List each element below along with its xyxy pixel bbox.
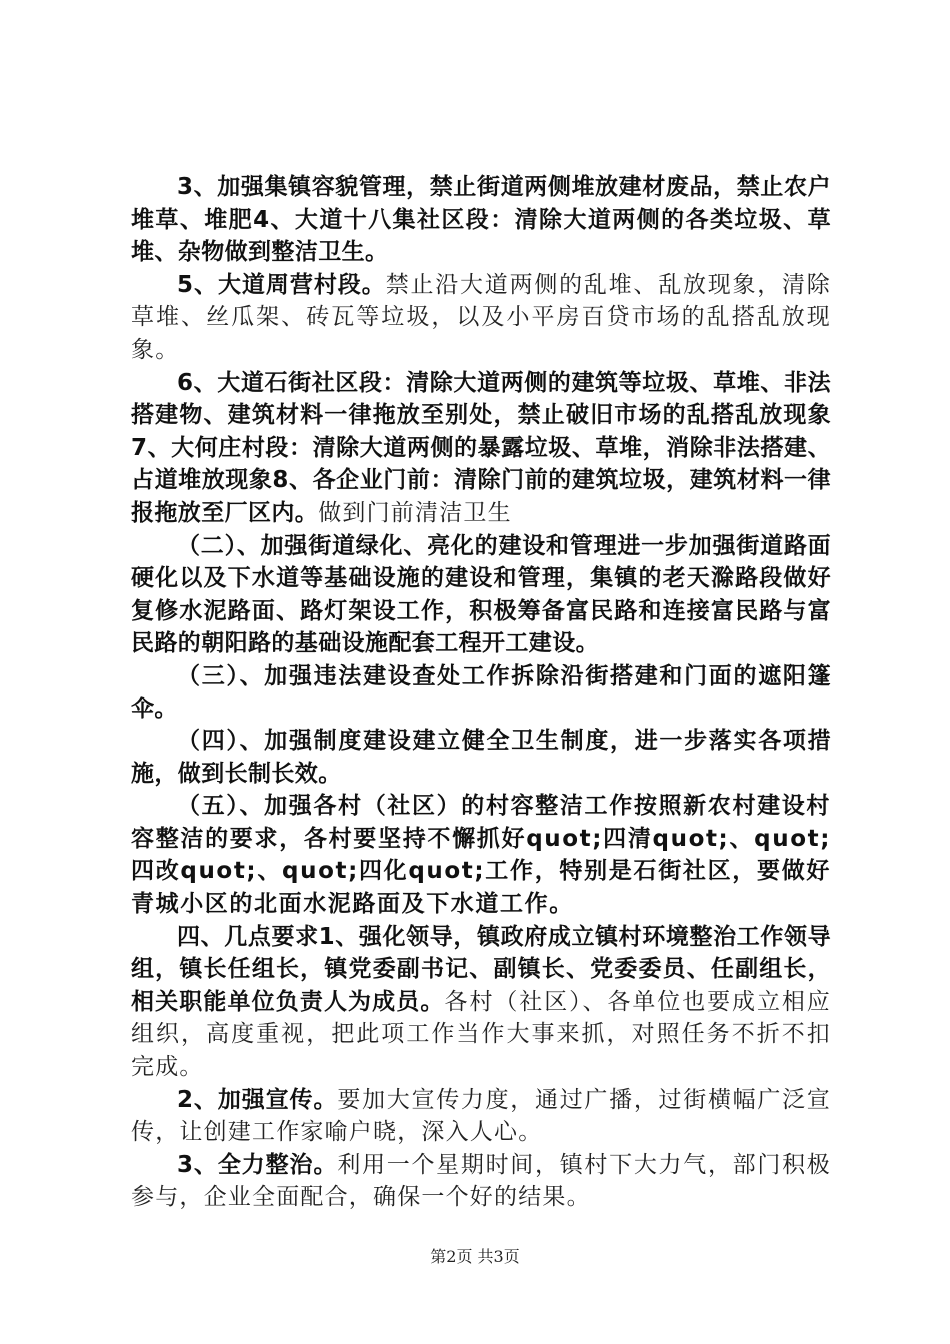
paragraph-4-text: （二）、加强街道绿化、亮化的建设和管理进一步加强街道路面硬化以及下水道等基础设施的建设和管理，集镇的老天滁路段做好复修水泥路面、路灯架设工作，积极筹备富民路和连接富民路与富民路的朝阳路的基础设施配套工程开工建设。 <box>131 532 831 657</box>
paragraph-9-heading: 2、加强宣传。 <box>177 1086 338 1113</box>
paragraph-1 <box>131 171 831 269</box>
paragraph-8-heading: 四、几点要求1、强化领导，镇政府成立镇村环境整治工作领导组，镇长任组长，镇党委副书记、副镇长、党委委员、任副组长，相关职能单位负责人为成员。 <box>131 923 831 1015</box>
page-footer <box>0 1247 950 1267</box>
paragraph-4 <box>131 530 831 660</box>
paragraph-5-text: （三）、加强违法建设查处工作拆除沿街搭建和门面的遮阳篷伞。 <box>131 662 831 722</box>
paragraph-9 <box>131 1084 831 1149</box>
paragraph-8-text: 各村（社区）、各单位也要成立相应组织，高度重视，把此项工作当作大事来抓，对照任务不折不扣完成。 <box>131 988 831 1081</box>
paragraph-3-tail: 做到门前清洁卫生 <box>318 499 512 526</box>
paragraph-6-text: （四）、加强制度建设建立健全卫生制度，进一步落实各项措施，做到长制长效。 <box>131 728 831 787</box>
page-number-label: 第2页 共3页 <box>430 1247 520 1266</box>
paragraph-3 <box>131 367 831 530</box>
paragraph-3-text: 6、大道石街社区段：清除大道两侧的建筑等垃圾、草堆、非法搭建物、建筑材料一律拖放至别处，禁止破旧市场的乱搭乱放现象7、大何庄村段：清除大道两侧的暴露垃圾、草堆，消除非法搭建、占道堆放现象8、各企业门前：清除门前的建筑垃圾，建筑材料一律报拖放至厂区内。 <box>131 369 831 526</box>
paragraph-2-text: 禁止沿大道两侧的乱堆、乱放现象，清除草堆、丝瓜架、砖瓦等垃圾，以及小平房百贷市场的乱搭乱放现象。 <box>131 271 831 363</box>
paragraph-7 <box>131 790 831 920</box>
paragraph-7-text: （五）、加强各村（社区）的村容整洁工作按照新农村建设村容整洁的要求，各村要坚持不懈抓好quot;四清quot;、quot;四改quot;、quot;四化quot;工作，特别是石街社区，要做好青城小区的北面水泥路面及下水道工作。 <box>131 793 831 918</box>
paragraph-8 <box>131 921 831 1084</box>
paragraph-2 <box>131 269 831 367</box>
paragraph-10 <box>131 1149 831 1214</box>
paragraph-9-text: 要加大宣传力度，通过广播，过街横幅广泛宣传，让创建工作家喻户晓，深入人心。 <box>131 1086 831 1146</box>
paragraph-1-text: 3、加强集镇容貌管理，禁止街道两侧堆放建材废品，禁止农户堆草、堆肥4、大道十八集社区段：清除大道两侧的各类垃圾、草堆、杂物做到整洁卫生。 <box>131 174 831 266</box>
paragraph-5 <box>131 660 831 725</box>
paragraph-6 <box>131 725 831 790</box>
paragraph-2-heading: 5、大道周营村段。 <box>177 271 386 298</box>
paragraph-10-heading: 3、全力整治。 <box>177 1151 338 1178</box>
document-body <box>131 171 831 1214</box>
paragraph-10-text: 利用一个星期时间，镇村下大力气，部门积极参与，企业全面配合，确保一个好的结果。 <box>131 1151 831 1211</box>
